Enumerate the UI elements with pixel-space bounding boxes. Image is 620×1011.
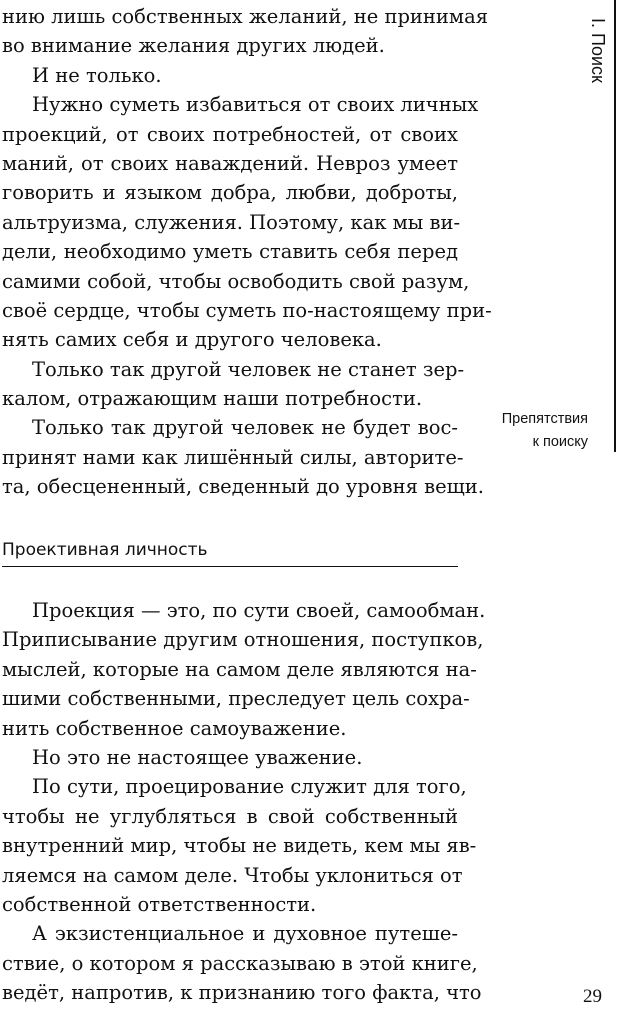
text-line: ведёт, напротив, к признанию того факта, что [2, 981, 482, 1005]
text-line: говорить и языком добра, любви, доброты, [2, 181, 458, 205]
text-line: во внимание желания других людей. [2, 34, 385, 58]
text-line: И не только. [32, 63, 162, 87]
text-line: ствие, о котором я рассказываю в этой книге, [2, 951, 478, 975]
text-line: мыслей, которые на самом деле являются на- [2, 657, 477, 681]
text-line: дели, необходимо уметь ставить себя перед [2, 240, 458, 264]
text-line: калом, отражающим наши потребности. [2, 387, 423, 411]
text-line: нить собственное самоуважение. [2, 716, 347, 740]
text-line: Нужно суметь избавиться от своих личных [32, 93, 479, 117]
text-line: Только так другой человек не будет вос- [32, 416, 458, 440]
text-line: А экзистенциальное и духовное путеше- [32, 922, 458, 946]
text-line: собственной ответственности. [2, 892, 317, 916]
text-line: самими собой, чтобы освободить свой разум, [2, 269, 470, 293]
text-block-2 [2, 596, 486, 1007]
text-line: принят нами как лишённый силы, авторите- [2, 445, 464, 469]
section-heading [2, 537, 458, 567]
text-block-1 [2, 2, 492, 502]
section-tab-label: I. Поиск [588, 18, 608, 83]
section-heading-text: Проективная личность [2, 540, 208, 560]
text-line: нию лишь собственных желаний, не принимая [2, 5, 489, 28]
text-line: ляемся на самом деле. Чтобы уклониться от [2, 863, 463, 887]
text-line: своё сердце, чтобы суметь по-настоящему при- [2, 298, 492, 322]
text-line: Но это не настоящее уважение. [32, 745, 363, 769]
section-rule [614, 0, 616, 452]
text-line: Только так другой человек не станет зер- [32, 357, 465, 381]
text-line: Проекция — это, по сути своей, самообман. [32, 599, 486, 622]
text-line: маний, от своих наваждений. Невроз умеет [2, 151, 458, 175]
margin-note-line-1: Препятствия [501, 411, 588, 427]
text-line: Приписывание другим отношения, поступков, [2, 628, 484, 652]
text-line: нять самих себя и другого человека. [2, 328, 382, 352]
text-line: проекций, от своих потребностей, от своих [2, 122, 458, 146]
margin-note-line-2: к поиску [532, 434, 588, 450]
text-line: шими собственными, преследует цель сохра- [2, 687, 470, 711]
section-tab [586, 18, 610, 108]
margin-note [470, 408, 588, 454]
text-line: чтобы не углубляться в свой собственный [2, 804, 458, 828]
text-line: внутренний мир, чтобы не видеть, кем мы яв- [2, 834, 477, 858]
text-line: альтруизма, служения. Поэтому, как мы ви- [2, 210, 461, 234]
text-line: та, обесцененный, сведенный до уровня вещи. [2, 475, 484, 499]
text-line: По сути, проецирование служит для того, [32, 775, 467, 799]
page-number: 29 [583, 986, 602, 1007]
